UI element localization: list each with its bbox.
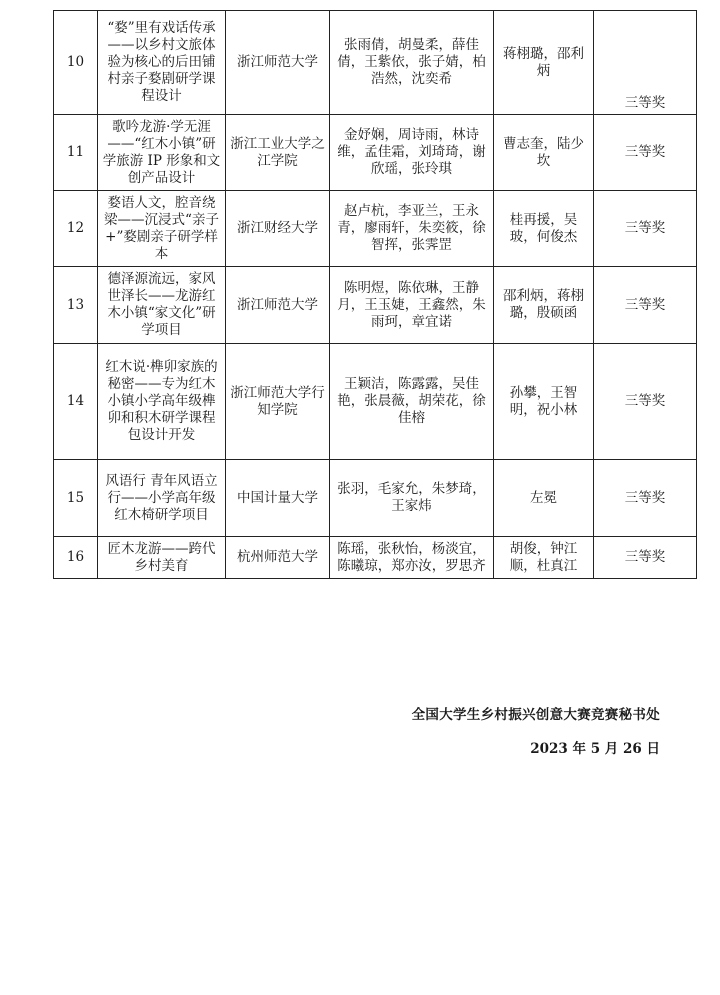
school-name: 中国计量大学 (226, 460, 330, 537)
table-row (54, 267, 697, 344)
team-members: 陈明煜，陈依琳，王静月，王玉婕，王鑫然，朱雨珂，章宜诺 (330, 267, 494, 344)
team-members: 张羽，毛家允，朱梦琦，王家炜 (330, 460, 494, 537)
project-title: 婺语人文，腔音绕梁——沉浸式“亲子+”婺剧亲子研学样本 (98, 191, 226, 267)
advisors: 胡俊，钟江顺，杜真江 (494, 537, 594, 579)
row-number: 16 (54, 537, 98, 579)
row-number: 15 (54, 460, 98, 537)
project-title: 红木说·榫卯家族的秘密——专为红木小镇小学高年级榫卯和积木研学课程包设计开发 (98, 344, 226, 460)
team-members: 张雨倩，胡曼柔，薛佳倩，王紫依，张子婧，柏浩然，沈奕希 (330, 11, 494, 115)
school-name: 浙江财经大学 (226, 191, 330, 267)
team-members: 赵卢杭，李亚兰，王永青，廖雨轩，朱奕筱，徐智挥，张霁罡 (330, 191, 494, 267)
award-level: 三等奖 (594, 191, 697, 267)
table-row (54, 191, 697, 267)
school-name: 浙江师范大学行知学院 (226, 344, 330, 460)
table-row (54, 11, 697, 115)
project-title: “婺”里有戏话传承——以乡村文旅体验为核心的后田铺村亲子婺剧研学课程设计 (98, 11, 226, 115)
advisors: 左冕 (494, 460, 594, 537)
school-name: 浙江师范大学 (226, 11, 330, 115)
award-table (53, 10, 697, 579)
row-number: 11 (54, 115, 98, 191)
table-row (54, 460, 697, 537)
school-name: 浙江师范大学 (226, 267, 330, 344)
table-row (54, 537, 697, 579)
issue-date: 2023 年 5 月 26 日 (530, 741, 660, 757)
advisors: 孙攀，王智明，祝小林 (494, 344, 594, 460)
advisors: 曹志奎，陆少坎 (494, 115, 594, 191)
project-title: 歌吟龙游·学无涯——“红木小镇”研学旅游 IP 形象和文创产品设计 (98, 115, 226, 191)
advisors: 蒋栩璐，邵利炳 (494, 11, 594, 115)
issuing-organization: 全国大学生乡村振兴创意大赛竞赛秘书处 (411, 707, 660, 723)
school-name: 杭州师范大学 (226, 537, 330, 579)
row-number: 14 (54, 344, 98, 460)
project-title: 风语行 青年风语立行——小学高年级红木椅研学项目 (98, 460, 226, 537)
project-title: 德泽源流远，家风世泽长——龙游红木小镇“家文化”研学项目 (98, 267, 226, 344)
team-members: 陈瑶，张秋怡，杨淡宜，陈曦琼，郑亦汝，罗思齐 (330, 537, 494, 579)
award-level: 三等奖 (594, 537, 697, 579)
table-row (54, 115, 697, 191)
row-number: 13 (54, 267, 98, 344)
advisors: 邵利炳，蒋栩璐，殷硕函 (494, 267, 594, 344)
team-members: 金妤娴，周诗雨，林诗维，孟佳霜，刘琦琦，谢欣瑶，张玲琪 (330, 115, 494, 191)
project-title: 匠木龙游——跨代乡村美育 (98, 537, 226, 579)
row-number: 12 (54, 191, 98, 267)
table-row (54, 344, 697, 460)
award-level: 三等奖 (594, 460, 697, 537)
award-level: 三等奖 (594, 344, 697, 460)
award-level: 三等奖 (594, 267, 697, 344)
award-level: 三等奖 (594, 115, 697, 191)
award-level: 三等奖 (594, 11, 697, 115)
row-number: 10 (54, 11, 98, 115)
school-name: 浙江工业大学之江学院 (226, 115, 330, 191)
team-members: 王颖洁，陈露露，吴佳艳，张晨薇，胡荣花，徐佳榕 (330, 344, 494, 460)
advisors: 桂再援，吴玻，何俊杰 (494, 191, 594, 267)
